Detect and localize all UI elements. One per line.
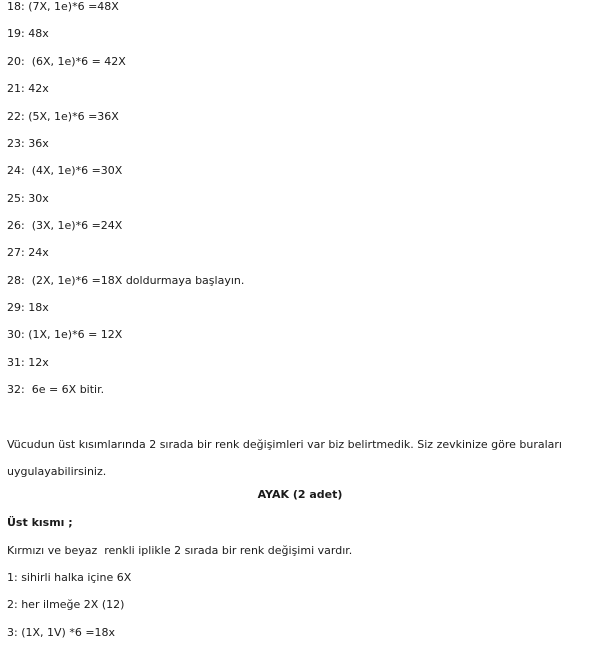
foot-round-2: 2: her ilmeğe 2X (12) [7,598,125,611]
round-20: 20: (6X, 1e)*6 = 42X [7,55,126,68]
round-23: 23: 36x [7,137,49,150]
foot-round-1: 1: sihirli halka içine 6X [7,571,132,584]
foot-round-3: 3: (1X, 1V) *6 =18x [7,626,116,639]
round-30: 30: (1X, 1e)*6 = 12X [7,328,123,341]
round-22: 22: (5X, 1e)*6 =36X [7,110,119,123]
color-change-note: Kırmızı ve beyaz renkli iplikle 2 sırada bir renk değişimi vardır. [7,544,353,557]
round-26: 26: (3X, 1e)*6 =24X [7,219,123,232]
section-title: AYAK (2 adet) [257,488,343,501]
round-21: 21: 42x [7,82,49,95]
round-32: 32: 6e = 6X bitir. [7,383,105,396]
round-24: 24: (4X, 1e)*6 =30X [7,164,123,177]
round-25: 25: 30x [7,192,49,205]
subsection-title: Üst kısmı ; [7,516,73,529]
round-29: 29: 18x [7,301,49,314]
round-31: 31: 12x [7,356,49,369]
round-28: 28: (2X, 1e)*6 =18X doldurmaya başlayın. [7,274,245,287]
round-19: 19: 48x [7,27,49,40]
round-18: 18: (7X, 1e)*6 =48X [7,0,119,13]
body-color-note: Vücudun üst kısımlarında 2 sırada bir renk değişimleri var biz belirtmedik. Siz zevkinize göre buraları uygulayabilirsiniz. [7,438,562,478]
round-27: 27: 24x [7,246,49,259]
